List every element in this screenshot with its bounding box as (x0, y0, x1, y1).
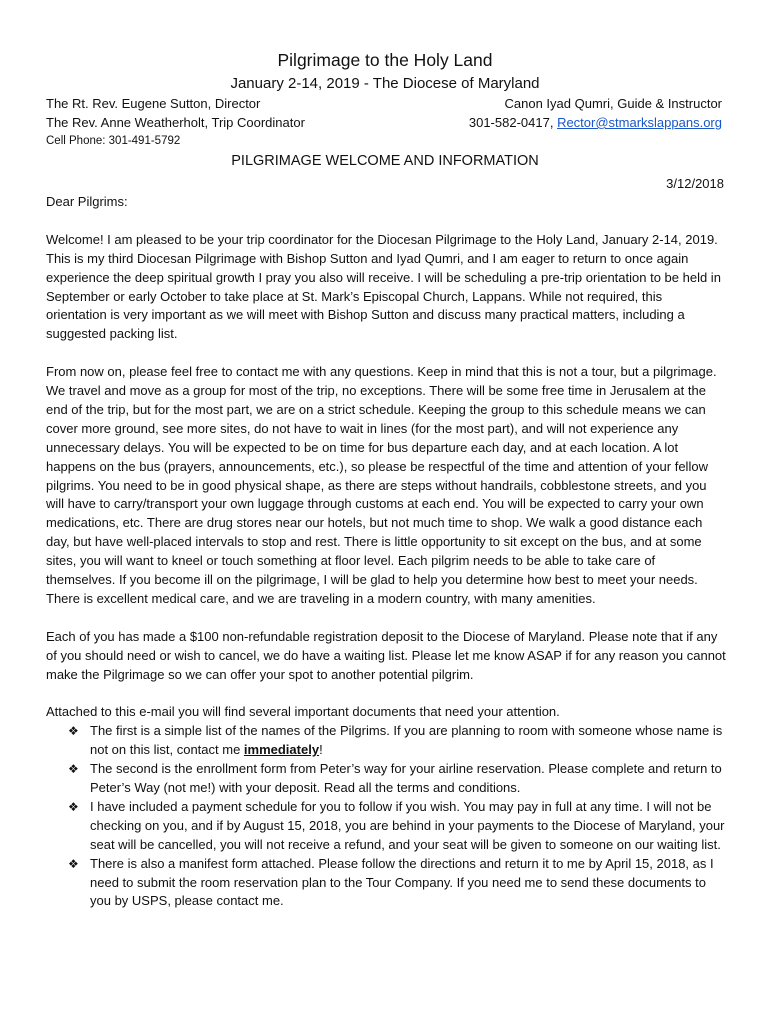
attachments-intro: Attached to this e-mail you will find several important documents that need your attention. (46, 704, 560, 720)
bullet-text: There is also a manifest form attached. Please follow the directions and return it to me by April 15, 2018, as I need to submit the room reservation plan to the Tour Company. If you need me to send these documents to you by USPS, please contact me. (90, 855, 714, 909)
header-row-1 (46, 95, 722, 113)
diamond-bullet-icon: ❖ (68, 856, 79, 871)
list-item (68, 798, 726, 855)
letter-body (46, 193, 726, 911)
attachments-list (46, 722, 726, 911)
list-item (68, 722, 726, 760)
list-item (68, 760, 726, 798)
salutation: Dear Pilgrims: (46, 194, 128, 209)
page-subtitle: January 2-14, 2019 - The Diocese of Maryland (230, 75, 540, 92)
bullet-text: I have included a payment schedule for you to follow if you wish. You may pay in full at any time. I will not be checking on you, and if by August 15, 2018, you are behind in your payments to the Diocese of Maryland, your seat will be cancelled, you will not receive a refund, and your seat will be given to someone on our waiting list. (90, 798, 725, 852)
diamond-bullet-icon: ❖ (68, 724, 79, 739)
header-row-2 (46, 114, 722, 132)
bullet-text: The second is the enrollment form from Peter’s way for your airline reservation. Please complete and return to Peter’s Way (not me!) with your deposit. Read all the terms and conditions. (90, 761, 722, 796)
page-title: Pilgrimage to the Holy Land (277, 50, 493, 70)
bullet-text-end: ! (319, 742, 323, 758)
contact-phone: 301-582-0417, (468, 115, 554, 130)
paragraph-expectations: From now on, please feel free to contact me with any questions. Keep in mind that this is not a tour, but a pilgrimage. We travel and move as a group for most of the trip, no exceptions. There will be some free time in Jerusalem at the end of the trip, but for the most part, we are on a strict schedule. Keeping the group to this schedule means we can cover more ground, see more sites, do not have to wait in lines (for the most part), and will not experience any unnecessary delays. You will be expected to be on time for bus departure each day, and at each location. A lot happens on the bus (prayers, announcements, etc.), so please be respectful of the time and attention of your fellow pilgrims. You need to be in good physical shape, as there are steps without handrails, cobblestone streets, and you will have to carry/transport your own luggage through customs at each end. You will be expected to carry your own medications, etc. There are drug stores near our hotels, but not much time to shop. We walk a good distance each day, but have well-placed intervals to stop and rest. There is little opportunity to sit except on the bus, and at some sites, you will want to kneel or touch something at floor level. Each pilgrim needs to be able to take care of themselves. If you become ill on the pilgrimage, I will be glad to help you determine how best to meet your needs. There is excellent medical care, and we are traveling in a modern country, with many amenities. (46, 364, 717, 606)
section-title: PILGRIMAGE WELCOME AND INFORMATION (231, 153, 539, 169)
director-line: The Rt. Rev. Eugene Sutton, Director (46, 96, 261, 111)
bullet-text: The first is a simple list of the names of the Pilgrims. If you are planning to room with someone whose name is not on this list, contact me (90, 723, 723, 758)
coordinator-line: The Rev. Anne Weatherholt, Trip Coordinator (46, 115, 305, 130)
contact-email-link[interactable]: Rector@stmarkslappans.org (557, 115, 722, 130)
diamond-bullet-icon: ❖ (68, 762, 79, 777)
bullet-emphasis: immediately (243, 742, 320, 758)
list-item (68, 855, 726, 912)
diamond-bullet-icon: ❖ (68, 799, 79, 814)
guide-line: Canon Iyad Qumri, Guide & Instructor (504, 96, 722, 111)
contact-line (469, 114, 722, 132)
paragraph-welcome: Welcome! I am pleased to be your trip coordinator for the Diocesan Pilgrimage to the Holy Land, January 2-14, 2019. This is my third Diocesan Pilgrimage with Bishop Sutton and Iyad Qumri, and I am eager to return to once again experience the deep spiritual growth I pray you also will receive. I will be scheduling a pre-trip orientation to be held in September or early October to take place at St. Mark’s Episcopal Church, Lappans. While not required, this orientation is very important as we will meet with Bishop Sutton and discuss many practical matters, including a suggested packing list. (46, 231, 721, 342)
paragraph-deposit: Each of you has made a $100 non-refundable registration deposit to the Diocese of Maryland. Please note that if any of you should need or wish to cancel, we do have a waiting list. Please let me know ASAP if for any reason you cannot make the Pilgrimage so we can offer your spot to another potential pilgrim. (46, 628, 726, 682)
letter-date: 3/12/2018 (666, 176, 724, 191)
cell-phone: Cell Phone: 301-491-5792 (46, 135, 181, 147)
